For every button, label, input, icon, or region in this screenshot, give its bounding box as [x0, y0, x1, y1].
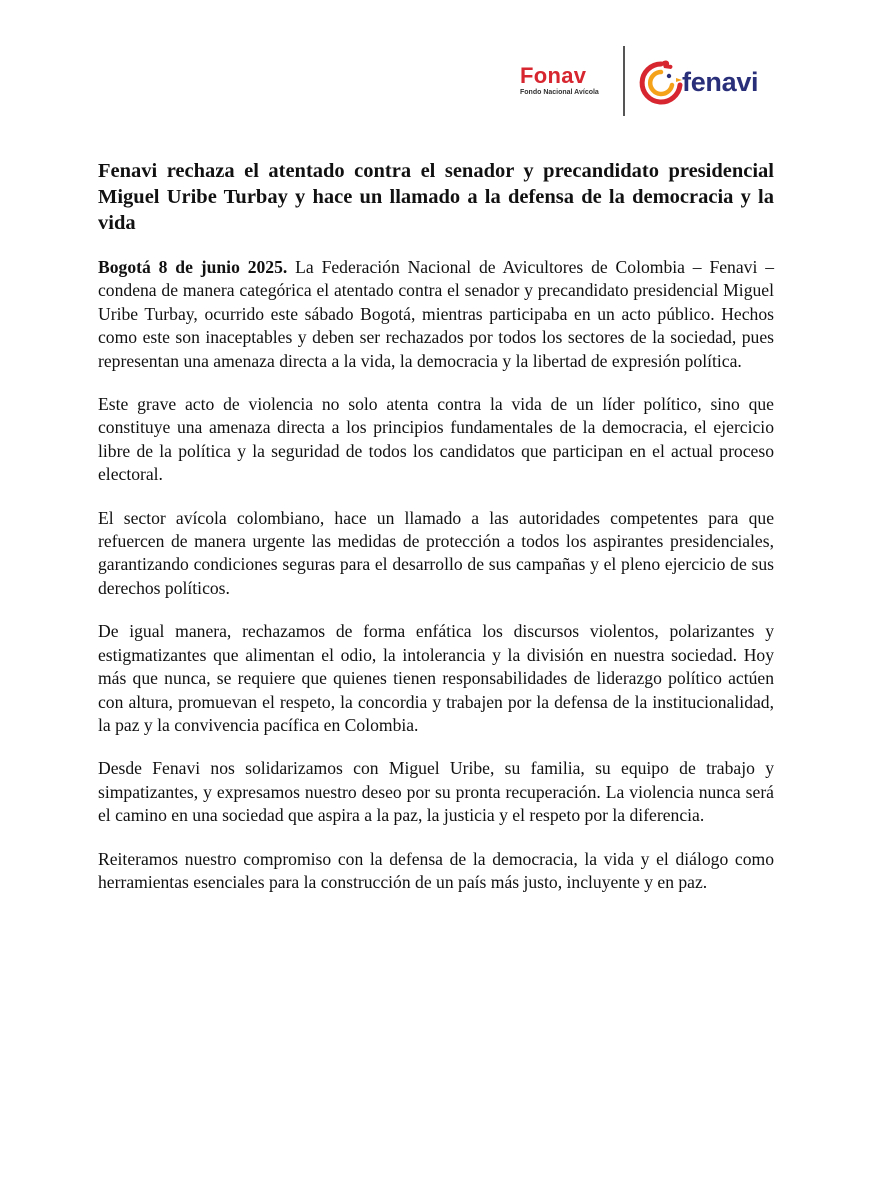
body-paragraph: El sector avícola colombiano, hace un llamado a las autoridades competentes para que refuercen de manera urgente las medidas de protección a todos los aspirantes presidenciales, garantizando condiciones seguras para el desarrollo de sus campañas y el pleno ejercicio de sus derechos políticos. — [98, 507, 774, 598]
fonav-logo-subtitle: Fondo Nacional Avícola — [520, 89, 599, 96]
fenavi-logo-wordmark: fenavi — [682, 67, 759, 97]
body-paragraph: Reiteramos nuestro compromiso con la defensa de la democracia, la vida y el diálogo como herramientas esenciales para la construcción de un país más justo, incluyente y en paz. — [98, 848, 774, 892]
body-paragraph: Desde Fenavi nos solidarizamos con Miguel Uribe, su familia, su equipo de trabajo y simpatizantes, y expresamos nuestro deseo por su pronta recuperación. La violencia nunca será el camino en una sociedad que aspira a la paz, la justicia y el respeto por la diferencia. — [98, 758, 774, 826]
body-paragraph: De igual manera, rechazamos de forma enfática los discursos violentos, polarizantes y estigmatizantes que alimentan el odio, la intolerancia y la división en nuestra sociedad. Hoy más que nunca, se requiere que quienes tienen responsabilidades de liderazgo político actúen con altura, promuevan el respeto, la concordia y trabajen por la defensa de la institucionalidad, la paz y la convivencia pacífica en Colombia. — [98, 621, 774, 735]
logo-divider — [623, 46, 625, 116]
lead-text: La Federación Nacional de Avicultores de Colombia – Fenavi – condena de manera categórica el atentado contra el senador y precandidato presidencial Miguel Uribe Turbay, ocurrido este sábado Bogotá, mientras participaba en un acto público. Hechos como este son inaceptables y deben ser rechazados por todos los sectores de la sociedad, pues representan una amenaza directa a la vida, la democracia y la libertad de expresión política. — [98, 257, 775, 371]
body-paragraph: Este grave acto de violencia no solo atenta contra la vida de un líder político, sino que constituye una amenaza directa a los principios fundamentales de la democracia, el ejercicio libre de la política y la seguridad de todos los candidatos que participan en el actual proceso electoral. — [98, 394, 774, 485]
fonav-logo-wordmark: Fonav — [520, 63, 587, 88]
fenavi-chicken-icon — [636, 58, 686, 108]
press-release — [98, 158, 774, 914]
article-title: Fenavi rechaza el atentado contra el senador y precandidato presidencial Miguel Uribe Turbay y hace un llamado a la defensa de la democracia y la vida — [98, 160, 774, 234]
dateline: Bogotá 8 de junio 2025. — [98, 257, 288, 277]
lead-paragraph — [98, 256, 774, 373]
header-logos — [510, 46, 800, 118]
fenavi-logo — [636, 54, 796, 110]
fonav-logo — [520, 64, 630, 106]
